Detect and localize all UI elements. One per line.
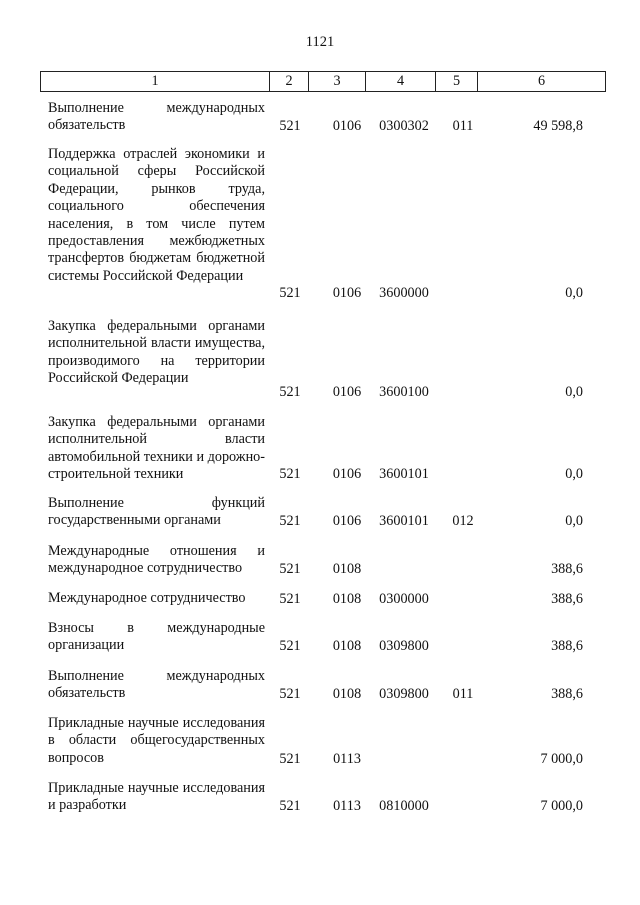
row-c2: 521 bbox=[279, 637, 301, 654]
header-col-1: 1 bbox=[41, 72, 270, 91]
row-c3: 0113 bbox=[333, 750, 361, 767]
row-c6: 0,0 bbox=[565, 465, 583, 482]
table-row bbox=[0, 590, 640, 608]
header-col-4: 4 bbox=[366, 72, 436, 91]
header-col-2: 2 bbox=[270, 72, 309, 91]
row-c6: 0,0 bbox=[565, 512, 583, 529]
row-c4: 0309800 bbox=[379, 637, 429, 654]
table-row bbox=[0, 715, 640, 768]
row-c6: 0,0 bbox=[565, 383, 583, 400]
row-c4: 3600101 bbox=[379, 465, 429, 482]
header-col-5: 5 bbox=[436, 72, 478, 91]
row-c6: 49 598,8 bbox=[533, 117, 583, 134]
row-name: Выполнение международных обязательств bbox=[48, 100, 265, 134]
row-c4: 3600100 bbox=[379, 383, 429, 400]
row-c2: 521 bbox=[279, 560, 301, 577]
row-c6: 7 000,0 bbox=[540, 750, 583, 767]
page-number: 1121 bbox=[305, 34, 335, 50]
row-c4: 3600000 bbox=[379, 284, 429, 301]
row-name: Закупка федеральными органами исполнительной власти имущества, производимого на территории Российской Федерации bbox=[48, 318, 265, 387]
row-c6: 0,0 bbox=[565, 284, 583, 301]
table-row bbox=[0, 620, 640, 655]
row-c3: 0106 bbox=[332, 117, 362, 134]
row-name: Выполнение функций государственными органами bbox=[48, 495, 265, 529]
row-name: Международное сотрудничество bbox=[48, 590, 246, 606]
row-c3: 0108 bbox=[332, 685, 362, 702]
row-c6: 7 000,0 bbox=[540, 797, 583, 814]
row-c4: 0810000 bbox=[379, 797, 429, 814]
row-c6: 388,6 bbox=[551, 590, 583, 607]
row-c2: 521 bbox=[279, 750, 301, 767]
table-row bbox=[0, 146, 640, 302]
table-row bbox=[0, 668, 640, 703]
row-c2: 521 bbox=[279, 590, 301, 607]
header-col-6: 6 bbox=[537, 73, 546, 89]
table-row bbox=[0, 543, 640, 578]
row-name: Прикладные научные исследования и разработки bbox=[48, 780, 265, 814]
table-row bbox=[0, 414, 640, 483]
row-name: Закупка федеральными органами исполнительной власти автомобильной техники и дорожно-строительной техники bbox=[48, 414, 265, 483]
table-row bbox=[0, 495, 640, 530]
row-c2: 521 bbox=[279, 465, 301, 482]
row-c3: 0106 bbox=[332, 512, 362, 529]
table-row bbox=[0, 318, 640, 401]
row-c2: 521 bbox=[279, 284, 301, 301]
row-name: Международные отношения и международное сотрудничество bbox=[48, 543, 265, 577]
table-row bbox=[0, 100, 640, 135]
row-c6: 388,6 bbox=[551, 560, 583, 577]
row-name: Поддержка отраслей экономики и социальной сферы Российской Федерации, рынков труда, социального обеспечения населения, в том числе путем предоставления межбюджетных трансфертов бюджетам бюджетной системы Российской Федерации bbox=[48, 146, 265, 284]
row-name: Прикладные научные исследования в области общегосударственных вопросов bbox=[48, 715, 265, 766]
row-c4: 0309800 bbox=[379, 685, 429, 702]
row-c3: 0108 bbox=[332, 560, 362, 577]
row-c4: 3600101 bbox=[379, 512, 429, 529]
row-c2: 521 bbox=[279, 512, 301, 529]
row-c2: 521 bbox=[279, 797, 301, 814]
row-c5: 011 bbox=[452, 685, 474, 702]
row-c6: 388,6 bbox=[551, 685, 583, 702]
table-header bbox=[40, 71, 606, 92]
header-col-3: 3 bbox=[309, 72, 366, 91]
row-name: Выполнение международных обязательств bbox=[48, 668, 265, 702]
row-c3: 0108 bbox=[332, 590, 362, 607]
table-row bbox=[0, 780, 640, 815]
row-c3: 0106 bbox=[332, 284, 362, 301]
row-c3: 0106 bbox=[332, 383, 362, 400]
row-c3: 0106 bbox=[332, 465, 362, 482]
row-c3: 0108 bbox=[332, 637, 362, 654]
row-c3: 0113 bbox=[333, 797, 361, 814]
row-c5: 011 bbox=[452, 117, 474, 134]
row-c2: 521 bbox=[279, 383, 301, 400]
row-c5: 012 bbox=[452, 512, 474, 529]
row-c2: 521 bbox=[279, 117, 301, 134]
row-c4: 0300302 bbox=[379, 117, 429, 134]
row-c4: 0300000 bbox=[379, 590, 429, 607]
row-c6: 388,6 bbox=[551, 637, 583, 654]
row-name: Взносы в международные организации bbox=[48, 620, 265, 654]
row-c2: 521 bbox=[279, 685, 301, 702]
